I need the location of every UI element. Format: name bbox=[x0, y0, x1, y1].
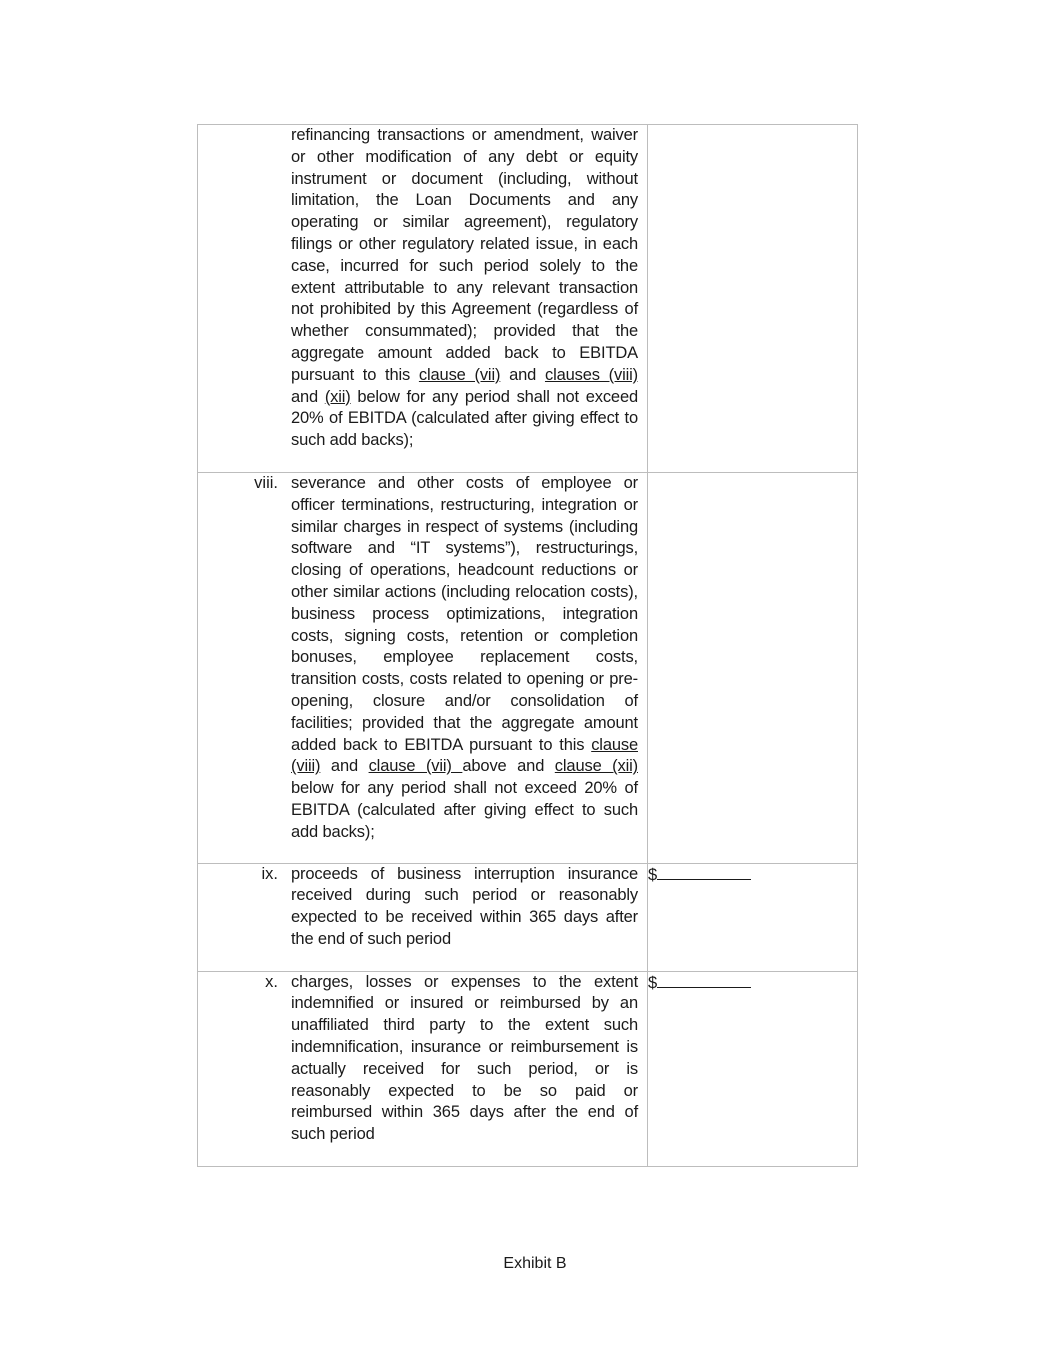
item-text bbox=[291, 125, 638, 452]
text-segment: refinancing transactions or amendment, waiver or other modification of any debt or equity instrument or document (including, without limitation, the Loan Documents and any operating or similar agreement), regulatory filings or other regulatory related issue, in each case, incurred for such period solely to the extent attributable to any relevant transaction not prohibited by this Agreement (regardless of whether consummated); provided that the aggregate amount added back to EBITDA pursuant to this bbox=[291, 126, 638, 384]
table-row bbox=[198, 125, 858, 473]
text-segment: and bbox=[320, 757, 369, 776]
dollar-sign: $ bbox=[648, 973, 658, 992]
amount-cell bbox=[648, 863, 858, 971]
amount-cell bbox=[648, 125, 858, 473]
text-segment: and bbox=[291, 387, 325, 406]
item-cell bbox=[198, 125, 648, 473]
clause-reference: clauses (viii) bbox=[544, 365, 638, 384]
item-text bbox=[291, 864, 638, 951]
item-text bbox=[291, 972, 638, 1146]
text-segment: below for any period shall not exceed 20% of EBITDA (calculated after giving effect to such add backs); bbox=[291, 779, 638, 841]
text-segment: severance and other costs of employee or officer terminations, restructuring, integration or similar charges in respect of systems (including software and “IT systems”), restructurings, closing of operations, headcount reductions or other similar actions (including relocation costs), business process optimizations, integration costs, signing costs, retention or completion bonuses, employee replacement costs, transition costs, costs related to opening or pre-opening, closure and/or consolidation of facilities; provided that the aggregate amount added back to EBITDA pursuant to this bbox=[291, 473, 638, 754]
item-number: ix. bbox=[261, 864, 278, 883]
amount-blank-line[interactable] bbox=[657, 972, 751, 988]
amount-cell bbox=[648, 971, 858, 1166]
table-row bbox=[198, 863, 858, 971]
item-cell bbox=[198, 971, 648, 1166]
item-cell bbox=[198, 472, 648, 863]
table-row bbox=[198, 971, 858, 1166]
text-segment: proceeds of business interruption insurance received during such period or reasonably expected to be received within 365 days after the end of such period bbox=[291, 864, 638, 948]
amount-blank-line[interactable] bbox=[657, 864, 751, 880]
schedule-table bbox=[197, 124, 858, 1167]
clause-reference: clause (viii) bbox=[291, 735, 638, 776]
clause-reference: clause (xii) bbox=[554, 757, 638, 776]
table-row bbox=[198, 472, 858, 863]
text-segment: below for any period shall not exceed 20% of EBITDA (calculated after giving effect to such add backs); bbox=[291, 387, 638, 450]
amount-cell bbox=[648, 472, 858, 863]
clause-reference: clause (vii) bbox=[418, 365, 501, 384]
clause-reference: clause (vii) bbox=[368, 757, 463, 776]
text-segment: above and bbox=[462, 757, 555, 776]
item-text bbox=[291, 473, 638, 844]
item-number: x. bbox=[265, 972, 278, 991]
item-number: viii. bbox=[254, 473, 278, 492]
clause-reference: (xii) bbox=[324, 387, 351, 406]
text-segment: charges, losses or expenses to the extent indemnified or insured or reimbursed by an unaffiliated third party to the extent such indemnification, insurance or reimbursement is actually received for such period, or is reasonably expected to be so paid or reimbursed within 365 days after the end of such period bbox=[291, 972, 638, 1144]
text-segment: and bbox=[500, 365, 545, 384]
page-footer: Exhibit B bbox=[503, 1255, 567, 1272]
dollar-sign: $ bbox=[648, 865, 658, 884]
item-cell bbox=[198, 863, 648, 971]
